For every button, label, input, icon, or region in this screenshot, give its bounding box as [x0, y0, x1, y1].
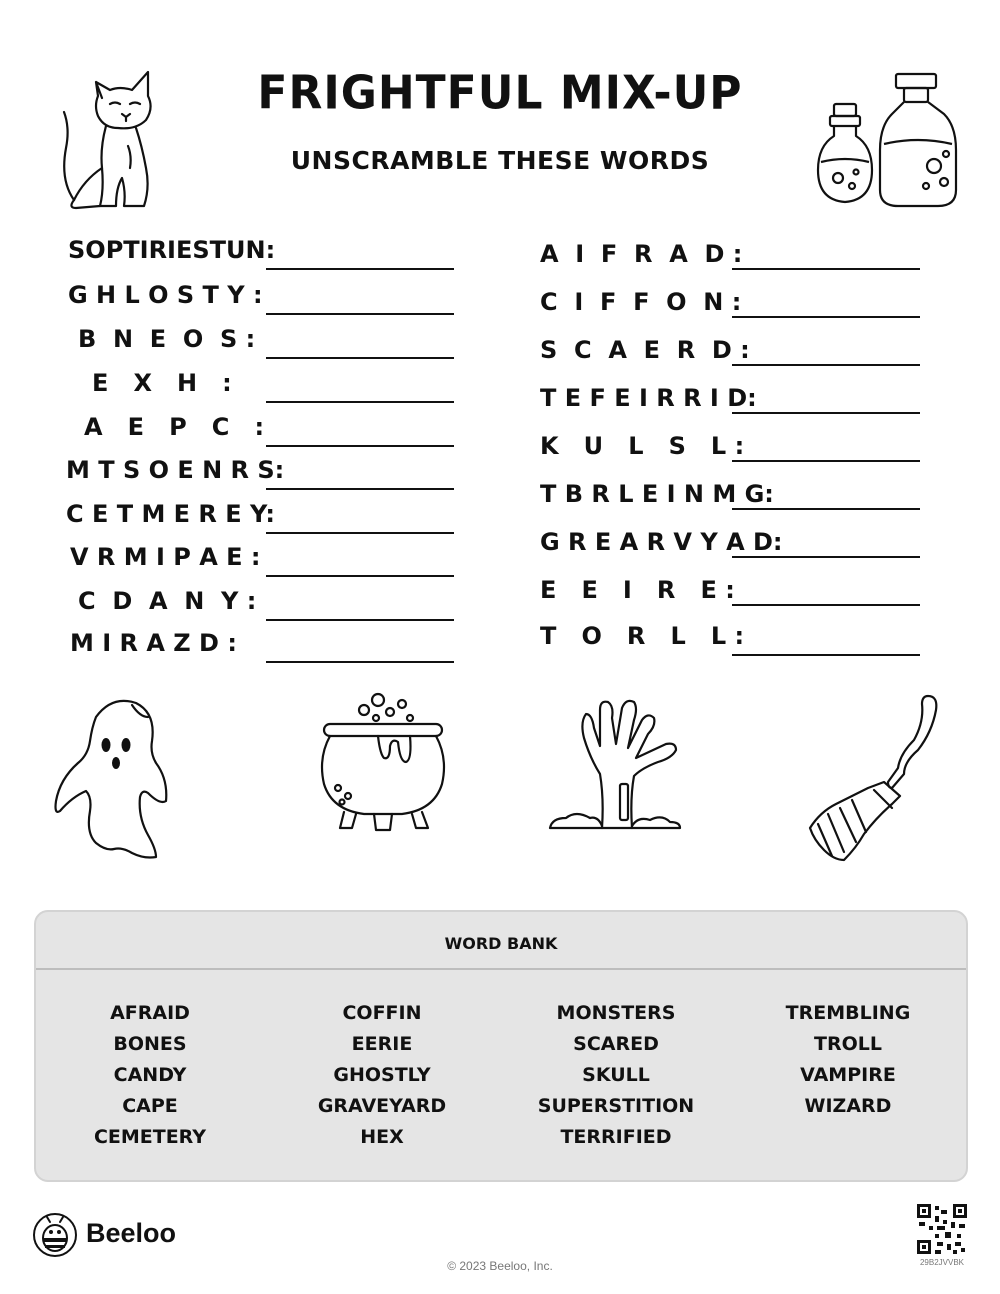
answer-line[interactable] — [266, 401, 454, 403]
scramble-row — [78, 325, 458, 365]
scrambled-word: SOPTIRIESTUN: — [68, 236, 276, 264]
word-bank-item: EERIE — [351, 1033, 413, 1055]
answer-line[interactable] — [266, 313, 454, 315]
potion-bottles-icon — [812, 70, 962, 210]
scrambled-word: V R M I P A E : — [70, 543, 261, 571]
scramble-row — [70, 629, 458, 669]
scrambled-word: M I R A Z D : — [70, 629, 237, 657]
bee-logo-icon — [32, 1212, 78, 1258]
scramble-row — [540, 528, 924, 568]
word-bank-item: GHOSTLY — [333, 1064, 431, 1086]
word-bank-item: BONES — [113, 1033, 187, 1055]
answer-line[interactable] — [732, 556, 920, 558]
word-bank-item: SKULL — [582, 1064, 650, 1086]
brand-name[interactable]: Beeloo — [86, 1218, 177, 1248]
broom-icon — [804, 692, 944, 864]
answer-line[interactable] — [266, 445, 454, 447]
answer-line[interactable] — [732, 460, 920, 462]
word-bank-panel — [34, 910, 968, 1182]
scrambled-word: K U L S L : — [540, 432, 745, 460]
scrambled-word: E E I R E : — [540, 576, 735, 604]
page-subtitle: UNSCRAMBLE THESE WORDS — [290, 146, 710, 175]
scrambled-word: T O R L L : — [540, 622, 745, 650]
scramble-row — [68, 281, 458, 321]
answer-line[interactable] — [732, 508, 920, 510]
qr-code-icon[interactable] — [917, 1204, 967, 1254]
word-bank-item: CEMETERY — [93, 1126, 207, 1148]
word-bank-item: TROLL — [814, 1033, 882, 1055]
scramble-row — [540, 432, 924, 472]
scrambled-word: S C A E R D : — [540, 336, 750, 364]
word-bank-item: SCARED — [573, 1033, 659, 1055]
word-bank-title: WORD BANK — [444, 934, 558, 953]
word-bank-item: WIZARD — [804, 1095, 892, 1117]
scrambled-word: G R E A R V Y A D: — [540, 528, 783, 556]
answer-line[interactable] — [266, 488, 454, 490]
scramble-row — [92, 369, 458, 409]
answer-line[interactable] — [732, 412, 920, 414]
scramble-row — [540, 240, 924, 280]
answer-line[interactable] — [266, 357, 454, 359]
word-bank-column — [40, 998, 260, 1153]
scramble-row — [66, 456, 458, 496]
qr-code-label: 29B2JVVBK — [919, 1258, 965, 1267]
divider — [36, 968, 966, 970]
scramble-row — [540, 576, 924, 616]
scrambled-word: E X H : — [92, 369, 232, 397]
word-bank-item: CAPE — [122, 1095, 178, 1117]
scrambled-word: C I F F O N : — [540, 288, 742, 316]
scramble-row — [540, 384, 924, 424]
copyright-text: © 2023 Beeloo, Inc. — [447, 1259, 553, 1273]
word-bank-item: AFRAID — [110, 1002, 190, 1024]
word-bank-item: GRAVEYARD — [317, 1095, 447, 1117]
scramble-row — [540, 622, 924, 662]
scrambled-word: B N E O S : — [78, 325, 256, 353]
scrambled-word: C E T M E R E Y: — [66, 500, 275, 528]
scramble-row — [84, 413, 458, 453]
scrambled-word: A E P C : — [84, 413, 265, 441]
word-bank-item: COFFIN — [342, 1002, 422, 1024]
answer-line[interactable] — [732, 604, 920, 606]
scramble-row — [540, 480, 924, 520]
cauldron-icon — [318, 688, 448, 833]
word-bank-column — [738, 998, 958, 1122]
answer-line[interactable] — [266, 619, 454, 621]
word-bank-item: SUPERSTITION — [537, 1095, 695, 1117]
answer-line[interactable] — [732, 316, 920, 318]
page-title: FRIGHTFUL MIX-UP — [257, 66, 743, 121]
scrambled-word: M T S O E N R S: — [66, 456, 285, 484]
answer-line[interactable] — [732, 268, 920, 270]
scramble-row — [70, 543, 458, 583]
word-bank-column — [506, 998, 726, 1153]
scrambled-word: T E F E I R R I D: — [540, 384, 757, 412]
answer-line[interactable] — [732, 364, 920, 366]
word-bank-item: TREMBLING — [785, 1002, 911, 1024]
scramble-row — [540, 288, 924, 328]
scrambled-word: G H L O S T Y : — [68, 281, 263, 309]
word-bank-item: TERRIFIED — [560, 1126, 672, 1148]
answer-line[interactable] — [266, 661, 454, 663]
answer-line[interactable] — [732, 654, 920, 656]
scramble-row — [68, 236, 458, 276]
answer-line[interactable] — [266, 268, 454, 270]
scramble-row — [78, 587, 458, 627]
scrambled-word: C D A N Y : — [78, 587, 257, 615]
ghost-icon — [52, 693, 170, 863]
word-bank-item: VAMPIRE — [800, 1064, 896, 1086]
scrambled-word: T B R L E I N M G: — [540, 480, 774, 508]
scramble-row — [66, 500, 458, 540]
word-bank-item: CANDY — [113, 1064, 187, 1086]
cat-icon — [60, 68, 165, 213]
word-bank-column — [272, 998, 492, 1153]
zombie-hand-icon — [546, 688, 686, 833]
answer-line[interactable] — [266, 575, 454, 577]
scramble-row — [540, 336, 924, 376]
scrambled-word: A I F R A D : — [540, 240, 743, 268]
word-bank-item: HEX — [360, 1126, 404, 1148]
word-bank-item: MONSTERS — [556, 1002, 676, 1024]
answer-line[interactable] — [266, 532, 454, 534]
